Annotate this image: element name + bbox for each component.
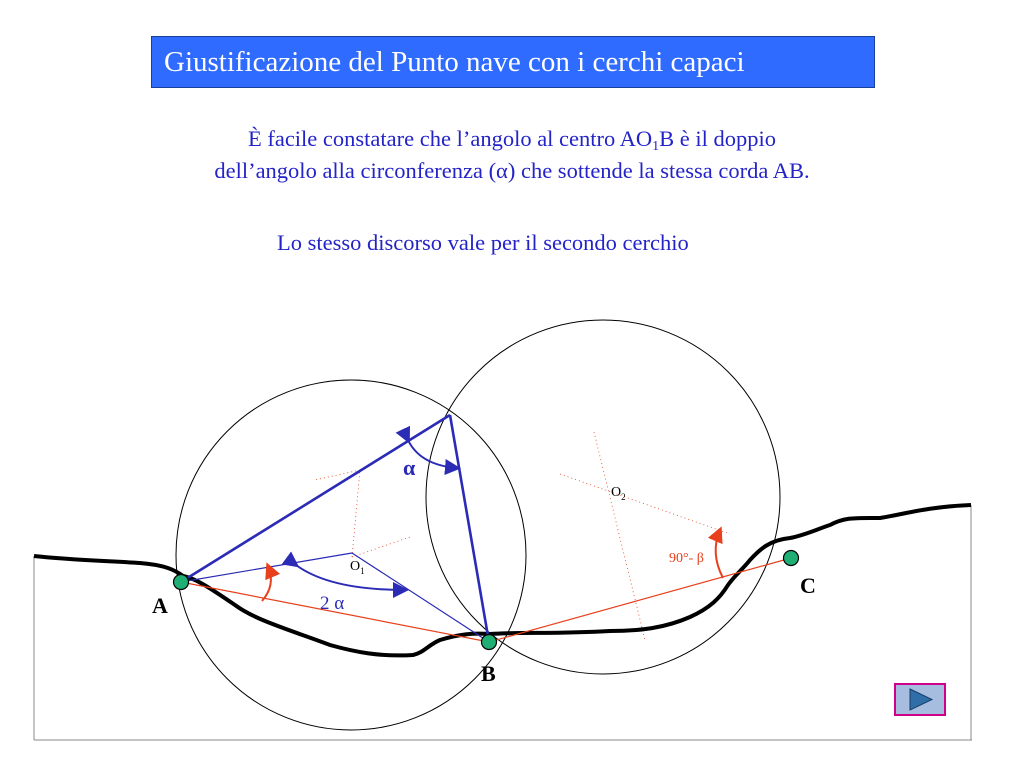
next-slide-button[interactable] xyxy=(894,683,946,716)
play-right-icon xyxy=(896,685,944,714)
label-two-alpha: 2 α xyxy=(320,593,345,614)
label-o2 xyxy=(611,485,626,502)
chord-a-vertex xyxy=(181,415,450,582)
point-b-marker xyxy=(482,635,497,650)
label-a: A xyxy=(152,593,168,618)
slide-title: Giustificazione del Punto nave con i cerchi capaci xyxy=(151,36,875,88)
label-o1-sub: 1 xyxy=(360,566,365,576)
explanation-line1-end: B è il doppio xyxy=(659,126,777,151)
label-b: B xyxy=(481,661,496,686)
chord-vertex-b xyxy=(450,415,489,642)
bearing-angle-arc-icon xyxy=(262,566,271,601)
perpendicular-dotted-5 xyxy=(560,474,730,534)
point-a-marker xyxy=(174,575,189,590)
perpendicular-dotted-4 xyxy=(594,432,645,640)
label-o2-main: O xyxy=(611,485,622,500)
perpendicular-dotted-1 xyxy=(352,470,360,557)
ninety-minus-beta-arc-icon xyxy=(716,530,723,578)
second-circle-note: Lo stesso discorso vale per il secondo cerchio xyxy=(277,230,689,255)
label-o2-sub: 2 xyxy=(621,492,626,502)
label-o1 xyxy=(350,559,365,576)
alpha-arc-icon xyxy=(408,440,457,468)
explanation-line1-subscript: 1 xyxy=(652,139,660,154)
label-alpha: α xyxy=(403,455,416,480)
label-c: C xyxy=(800,573,816,598)
label-o1-main: O xyxy=(350,559,361,574)
label-ninety-minus-beta: 90°- β xyxy=(669,551,704,566)
point-c-marker xyxy=(784,551,799,566)
second-circle xyxy=(426,320,780,674)
explanation-line2: dell’angolo alla circonferenza (α) che sottende la stessa corda AB. xyxy=(214,158,810,183)
explanation-line1-start: È facile constatare che l’angolo al centro AO xyxy=(247,126,653,151)
perpendicular-dotted-2 xyxy=(352,537,410,557)
